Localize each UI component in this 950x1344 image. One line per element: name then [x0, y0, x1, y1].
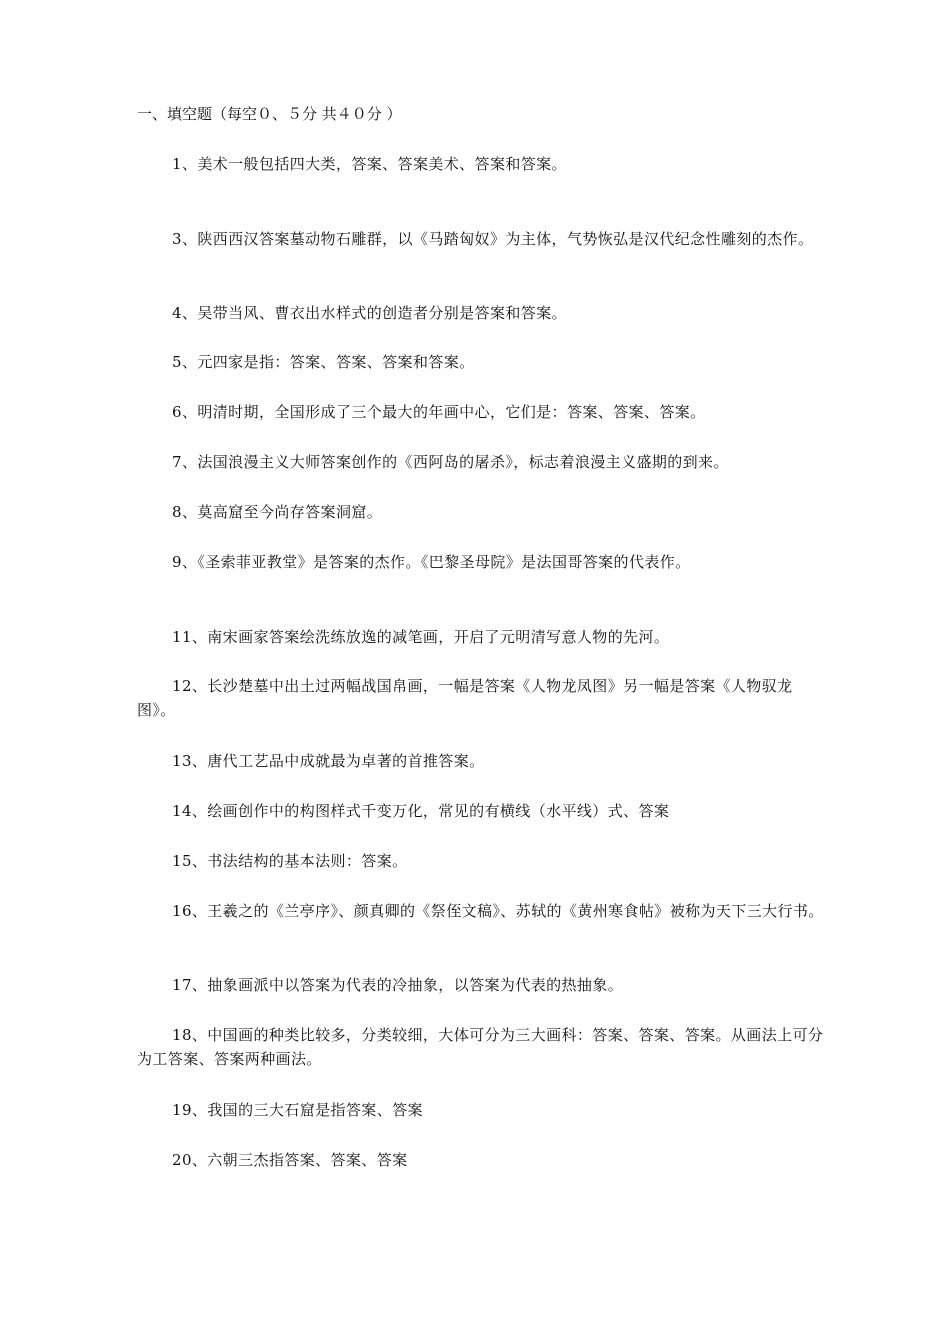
question-9: 9、《圣索菲亚教堂》是答案的杰作。《巴黎圣母院》是法国哥答案的代表作。: [172, 553, 691, 571]
question-12: 12、长沙楚墓中出土过两幅战国帛画，一幅是答案《人物龙凤图》另一幅是答案《人物驭龙图》。: [137, 677, 793, 719]
question-3: 3、陕西西汉答案墓动物石雕群，以《马踏匈奴》为主体，气势恢弘是汉代纪念性雕刻的杰作。: [172, 230, 814, 248]
question-13: 13、唐代工艺品中成就最为卓著的首推答案。: [172, 752, 485, 770]
question-17: 17、抽象画派中以答案为代表的冷抽象，以答案为代表的热抽象。: [172, 976, 624, 994]
question-19: 19、我国的三大石窟是指答案、答案: [172, 1101, 423, 1119]
question-20: 20、六朝三杰指答案、答案、答案: [172, 1151, 408, 1169]
question-18: 18、中国画的种类比较多，分类较细，大体可分为三大画科：答案、答案、答案。从画法上可分为工答案、答案两种画法。: [137, 1026, 824, 1068]
question-7: 7、法国浪漫主义大师答案创作的《西阿岛的屠杀》，标志着浪漫主义盛期的到来。: [172, 453, 729, 471]
question-15: 15、书法结构的基本法则：答案。: [172, 852, 408, 870]
question-6: 6、明清时期，全国形成了三个最大的年画中心，它们是：答案、答案、答案。: [172, 403, 706, 421]
question-14: 14、绘画创作中的构图样式千变万化，常见的有横线（水平线）式、答案: [172, 802, 670, 820]
question-1: 1、美术一般包括四大类，答案、答案美术、答案和答案。: [172, 155, 567, 173]
question-8: 8、莫高窟至今尚存答案洞窟。: [172, 503, 383, 521]
question-11: 11、南宋画家答案绘洗练放逸的减笔画，开启了元明清写意人物的先河。: [172, 628, 670, 646]
question-5: 5、元四家是指：答案、答案、答案和答案。: [172, 353, 475, 371]
question-16: 16、王羲之的《兰亭序》、颜真卿的《祭侄文稿》、苏轼的《黄州寒食帖》被称为天下三大行书。: [172, 902, 824, 920]
section-title: 一、填空题（每空０、５分 共４０分 ）: [137, 105, 402, 123]
question-4: 4、吴带当风、曹衣出水样式的创造者分别是答案和答案。: [172, 304, 567, 322]
